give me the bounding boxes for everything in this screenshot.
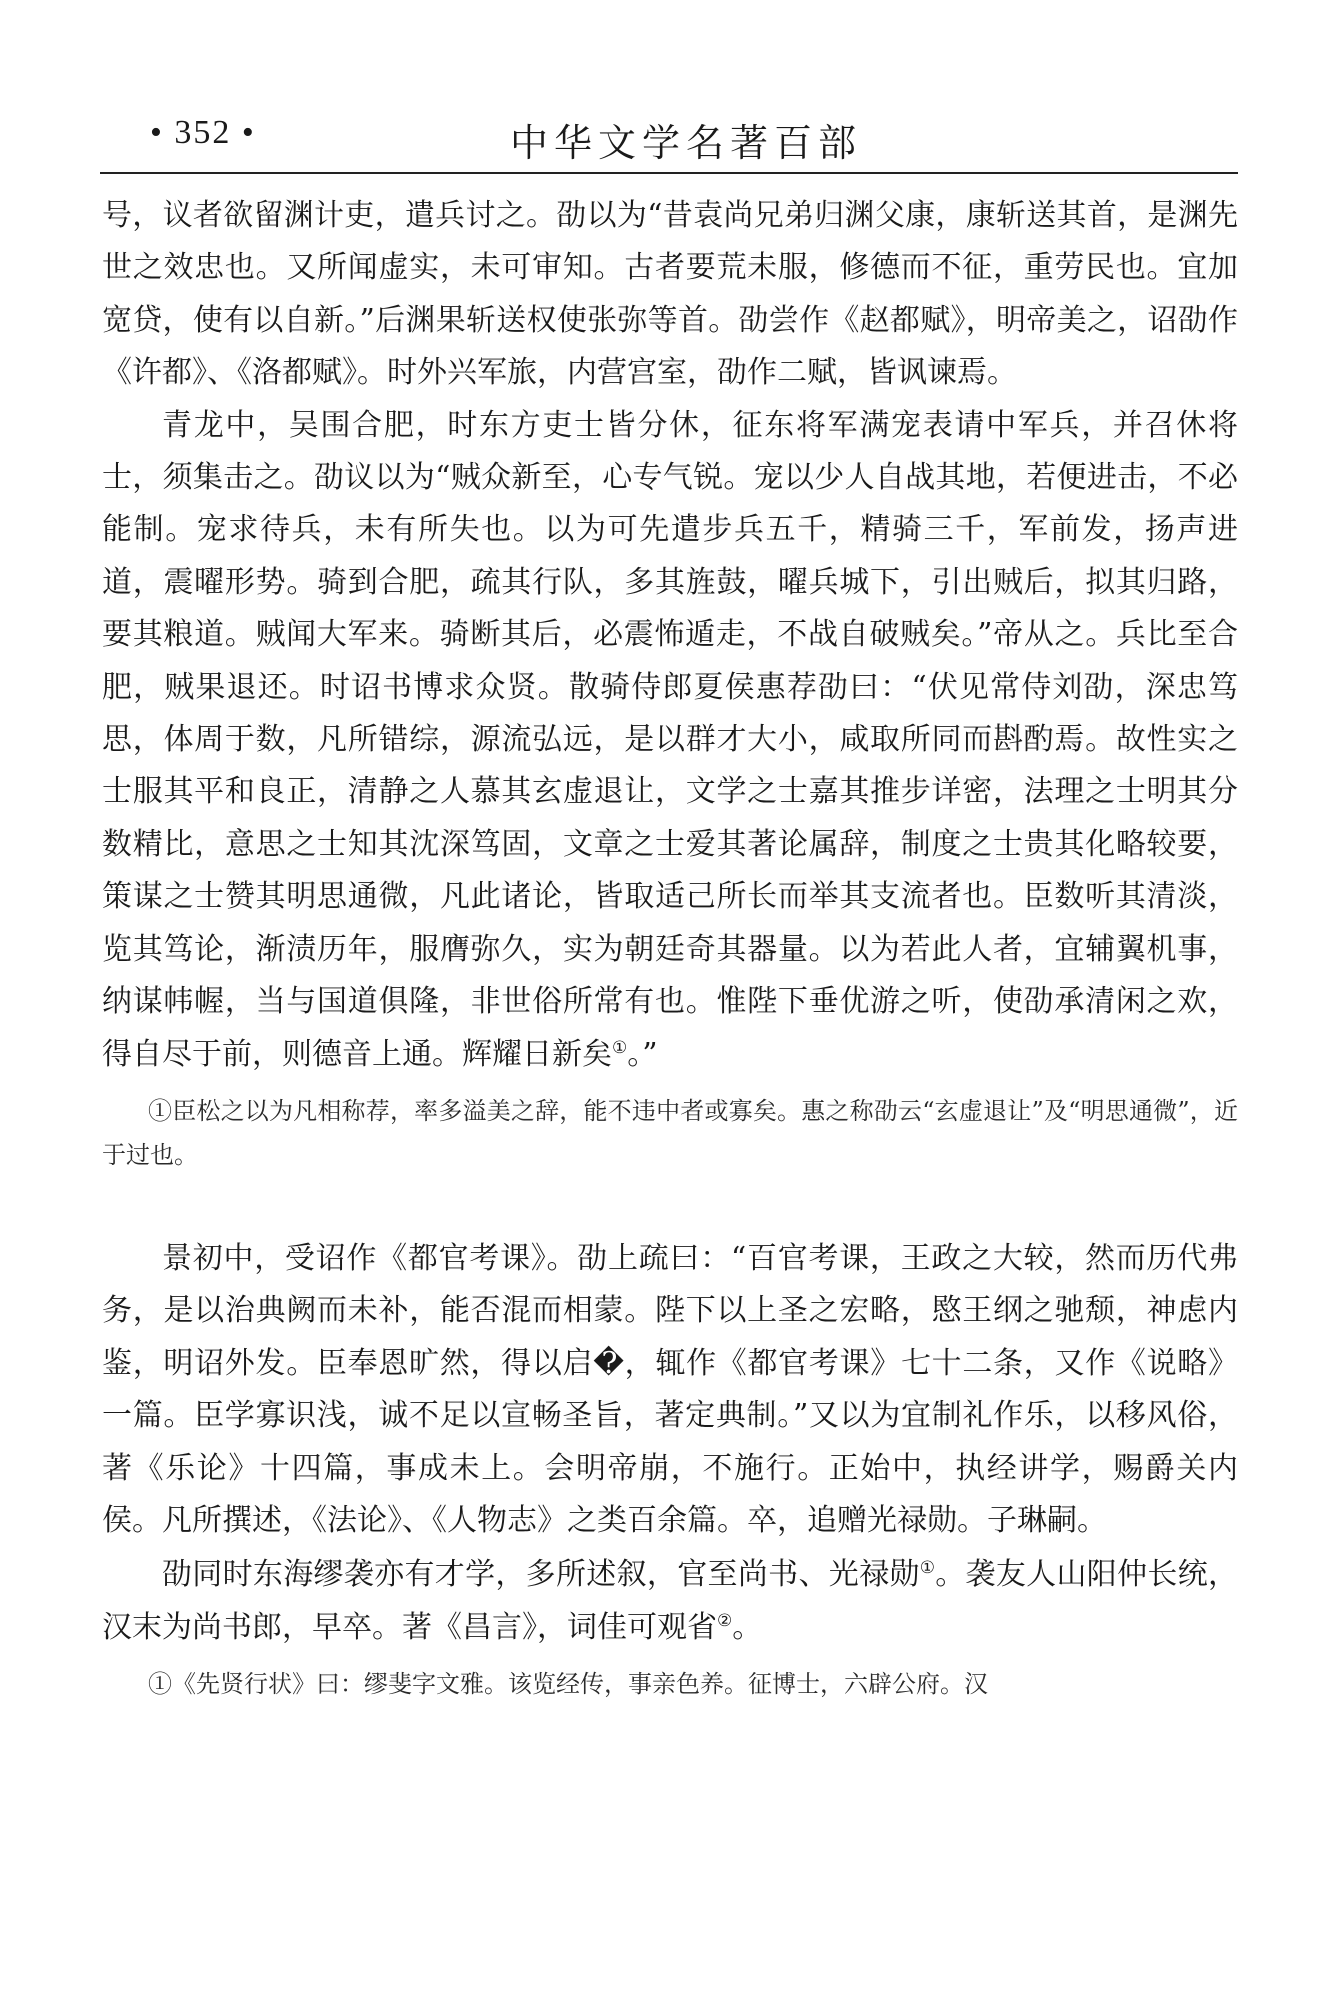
paragraph-1: 号，议者欲留渊计吏，遣兵讨之。劭以为“昔袁尚兄弟归渊父康，康斩送其首，是渊先世之效忠也。又所闻虚实，未可审知。古者要荒未服，修德而不征，重劳民也。宜加宽贷，使有以自新。”后渊果斩送权使张弥等首。劭尝作《赵都赋》，明帝美之，诏劭作《许都》、《洛都赋》。时外兴军旅，内营宫室，劭作二赋，皆讽谏焉。 [102,198,1238,391]
page-body [102,190,1238,1706]
paragraph-4-end: 。 [732,1609,763,1645]
page-number: • 352 • [150,114,256,151]
paragraph-2-end: 。” [627,1036,658,1072]
footnote-2: ①《先贤行状》曰：缪斐字文雅。该览经传，事亲色养。征博士，六辟公府。汉 [148,1670,988,1699]
paragraph-4-text: 劭同时东海缪袭亦有才学，多所述叙，官至尚书、光禄勋 [162,1557,920,1593]
paragraph-4-text-2: 。袭友人山阳仲长统，汉末为尚书郎，早卒。著《昌言》，词佳可观省 [102,1557,1239,1645]
paragraph-2-text: 青龙中，吴围合肥，时东方吏士皆分休，征东将军满宠表请中军兵，并召休将士，须集击之。劭议以为“贼众新至，心专气锐。宠以少人自战其地，若便进击，不必能制。宠求待兵，未有所失也。以为可先遣步兵五千，精骑三千，军前发，扬声进道，震曜形势。骑到合肥，疏其行队，多其旌鼓，曜兵城下，引出贼后，拟其归路，要其粮道。贼闻大军来。骑断其后，必震怖遁走，不战自破贼矣。”帝从之。兵比至合肥，贼果退还。时诏书博求众贤。散骑侍郎夏侯惠荐劭曰：“伏见常侍刘劭，深忠笃思，体周于数，凡所错综，源流弘远，是以群才大小，咸取所同而斟酌焉。故性实之士服其平和良正，清静之人慕其玄虚退让，文学之士嘉其推步详密，法理之士明其分数精比，意思之士知其沈深笃固，文章之士爱其著论属辞，制度之士贵其化略较要，策谋之士赞其明思通微，凡此诸论，皆取适己所长而举其支流者也。臣数听其清淡，览其笃论，渐渍历年，服膺弥久，实为朝廷奇其器量。以为若此人者，宜辅翼机事，纳谋帏幄，当与国道俱隆，非世俗所常有也。惟陛下垂优游之听，使劭承清闲之欢，得自尽于前，则德音上通。辉耀日新矣 [102,407,1238,1072]
footnote-ref-1: ① [612,1037,628,1058]
paragraph-3: 景初中，受诏作《都官考课》。劭上疏曰：“百官考课，王政之大较，然而历代弗务，是以治典阙而未补，能否混而相蒙。陛下以上圣之宏略，愍王纲之驰颓，神虑内鉴，明诏外发。臣奉恩旷然，得以启�，辄作《都官考课》七十二条，又作《说略》一篇。臣学寡识浅，诚不足以宣畅圣旨，著定典制。”又以为宜制礼作乐，以移风俗，著《乐论》十四篇，事成未上。会明帝崩，不施行。正始中，执经讲学，赐爵关内侯。凡所撰述，《法论》、《人物志》之类百余篇。卒，追赠光禄勋。子琳嗣。 [102,1240,1238,1538]
header-rule [100,172,1238,174]
paragraph-2 [102,400,1238,1081]
footnote-ref-3: ② [717,1610,733,1631]
paragraph-4 [102,1549,1238,1654]
footnote-ref-2: ① [919,1558,936,1579]
book-title: 中华文学名著百部 [510,121,863,165]
footnote-1: ①臣松之以为凡相称荐，率多溢美之辞，能不违中者或寡矣。惠之称劭云“玄虚退让”及“明思通微”，近于过也。 [102,1096,1238,1169]
running-header [100,108,1236,170]
